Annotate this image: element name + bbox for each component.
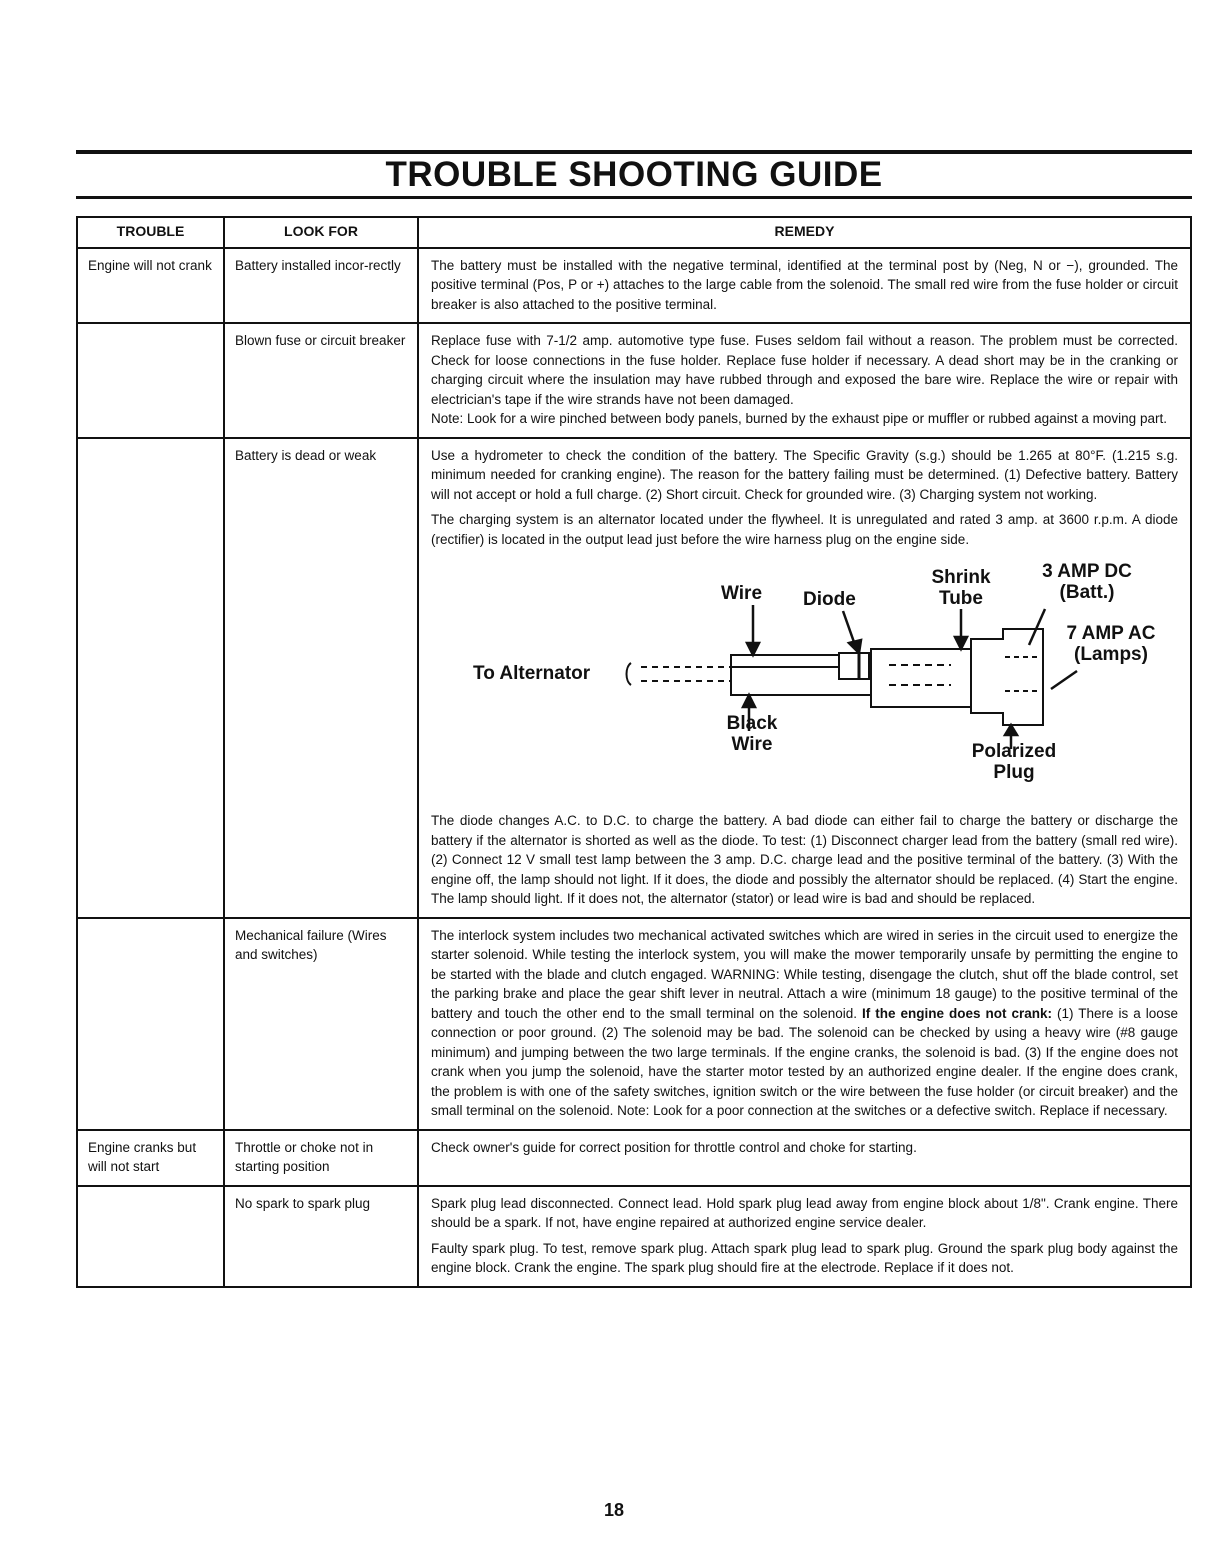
remedy-paragraph: Spark plug lead disconnected. Connect lead. Hold spark plug lead away from engine block about 1/8". Crank engine. There should be a spark. If not, have engine repaired at authorized engine service dealer. <box>431 1195 1178 1230</box>
title-rule-bottom <box>76 196 1192 199</box>
remedy-cell <box>419 1187 1190 1286</box>
table-row <box>78 247 1190 323</box>
page-title: TROUBLE SHOOTING GUIDE <box>385 155 883 194</box>
remedy-text: The interlock system includes two mechanical activated switches which are wired in series in the circuit used to energize the starter solenoid. While testing the interlock system, you will make the mower temporarily unsafe by permitting the engine to be started with the blade and clutch engaged. WARNING: While testing, disengage the clutch, shut off the blade control, set the parking brake and place the gear shift lever in neutral. Attach a wire (minimum 18 gauge) to the positive terminal of the battery and touch the other end to the small terminal on the solenoid. <box>431 927 1178 1021</box>
shrink-tube <box>871 649 971 707</box>
header-trouble: TROUBLE <box>78 218 225 247</box>
shrink-tube-arrowhead <box>955 637 967 649</box>
remedy-cell <box>419 324 1190 437</box>
label-to-alternator: To Alternator <box>473 663 591 684</box>
table-header-row <box>78 218 1190 247</box>
black-wire-arrowhead <box>743 695 755 707</box>
table-row <box>78 1185 1190 1286</box>
look-for-cell: Mechanical failure (Wires and switches) <box>225 919 419 1129</box>
diode-wiring-diagram <box>431 555 1178 805</box>
wire-arrowhead <box>747 643 759 655</box>
remedy-paragraph: The charging system is an alternator located under the flywheel. It is unregulated and rated 3 amp. at 3600 r.p.m. A diode (rectifier) is located in the output lead just before the wire harness plug on the engine side. <box>431 512 1178 547</box>
remedy-paragraph: The diode changes A.C. to D.C. to charge the battery. A bad diode can either fail to charge the battery or discharge the battery if the alternator is shorted as well as the diode. To test: (1) Disconnect charger lead from the battery (small red wire). (2) Connect 12 V small test lamp between the 3 amp. D.C. charge lead and the positive terminal of the battery. (3) With the engine off, the lamp should not light. If it does, the diode and possibly the alternator should be replaced. (4) Start the engine. The lamp should light. If it does not, the alternator (stator) or lead wire is bad and should be replaced. <box>431 813 1178 906</box>
remedy-paragraph: Faulty spark plug. To test, remove spark plug. Attach spark plug lead to spark plug. Ground the spark plug body against the engine block. Crank the engine. The spark plug should fire at the electrode. Replace if it does not. <box>431 1240 1178 1275</box>
remedy-paragraph <box>431 926 1178 1121</box>
remedy-cell <box>419 439 1190 917</box>
remedy-cell <box>419 249 1190 323</box>
diode-arrow <box>843 611 855 645</box>
label-wire: Wire <box>721 583 763 604</box>
look-for-cell: No spark to spark plug <box>225 1187 419 1286</box>
trouble-cell <box>78 439 225 917</box>
table-row <box>78 917 1190 1129</box>
page-number: 18 <box>603 1500 625 1520</box>
trouble-cell <box>78 1187 225 1286</box>
diode-arrowhead <box>849 640 861 653</box>
remedy-paragraph: The battery must be installed with the negative terminal, identified at the terminal post by (Neg, N or −), grounded. The positive terminal (Pos, P or +) attaches to the large cable from the solenoid. The small red wire from the fuse holder or circuit breaker is also attached to the positive terminal. <box>431 257 1178 312</box>
look-for-cell: Blown fuse or circuit breaker <box>225 324 419 437</box>
look-for-cell: Battery installed incor-rectly <box>225 249 419 323</box>
label-diode: Diode <box>803 589 856 610</box>
alternator-connector-shape <box>627 663 632 685</box>
trouble-cell: Engine will not crank <box>78 249 225 323</box>
remedy-note: Note: Look for a wire pinched between body panels, burned by the exhaust pipe or muffler or rubbed against a moving part. <box>431 411 1167 426</box>
ac-lead-arrow <box>1051 671 1077 689</box>
polarized-plug-arrowhead <box>1005 725 1017 735</box>
label-polarized-plug: Polarized Plug <box>971 741 1057 783</box>
polarized-plug-body <box>971 629 1043 725</box>
remedy-paragraph: Use a hydrometer to check the condition of the battery. The Specific Gravity (s.g.) should be 1.265 at 80°F. (1.215 s.g. minimum needed for cranking engine). The reason for the battery failing must be determined. (1) Defective battery. Battery will not accept or hold a full charge. (2) Short circuit. Check for grounded wire. (3) Charging system not working. <box>431 447 1178 502</box>
remedy-paragraph: Check owner's guide for correct position for throttle control and choke for starting. <box>431 1139 917 1155</box>
header-look-for: LOOK FOR <box>225 218 419 247</box>
remedy-bold-text: If the engine does not crank: <box>862 1005 1052 1021</box>
label-shrink-tube: Shrink Tube <box>931 567 991 609</box>
remedy-cell <box>419 1131 1190 1185</box>
table-row <box>78 437 1190 917</box>
header-remedy: REMEDY <box>774 223 835 239</box>
table-row <box>78 322 1190 437</box>
remedy-text: (1) There is a loose connection or poor ground. (2) The solenoid may be bad. The solenoid can be checked by using a heavy wire (#8 gauge minimum) and jumping between the two large terminals. If the engine cranks, the solenoid is bad. (3) If the engine does not crank when you jump the solenoid, have the starter motor tested by an authorized engine dealer. If the engine does crank, the problem is with one of the safety switches, ignition switch or the wire between the fuse holder (or circuit breaker) and the small terminal on the solenoid. Note: Look for a poor connection at the switches or a defective switch. Replace if necessary. <box>431 1005 1178 1118</box>
look-for-cell: Battery is dead or weak <box>225 439 419 917</box>
remedy-cell <box>419 919 1190 1129</box>
table-row <box>78 1129 1190 1185</box>
look-for-cell: Throttle or choke not in starting position <box>225 1131 419 1185</box>
diode-body <box>839 653 869 679</box>
trouble-cell <box>78 919 225 1129</box>
label-7-amp-ac: 7 AMP AC (Lamps) <box>1066 623 1156 665</box>
remedy-paragraph: Replace fuse with 7-1/2 amp. automotive type fuse. Fuses seldom fail without a reason. The problem must be corrected. Check for loose connections in the fuse holder. Replace fuse holder if necessary. A dead short may be in the cranking or charging circuit where the insulation may have rubbed through and exposed the bare wire. Replace the wire or repair with electrician's tape if the wire strands have not been damaged. <box>431 333 1178 407</box>
troubleshooting-table <box>76 216 1192 1288</box>
label-black-wire: Black Wire <box>726 713 778 755</box>
trouble-cell: Engine cranks but will not start <box>78 1131 225 1185</box>
label-3-amp-dc: 3 AMP DC (Batt.) <box>1042 561 1132 603</box>
trouble-cell <box>78 324 225 437</box>
